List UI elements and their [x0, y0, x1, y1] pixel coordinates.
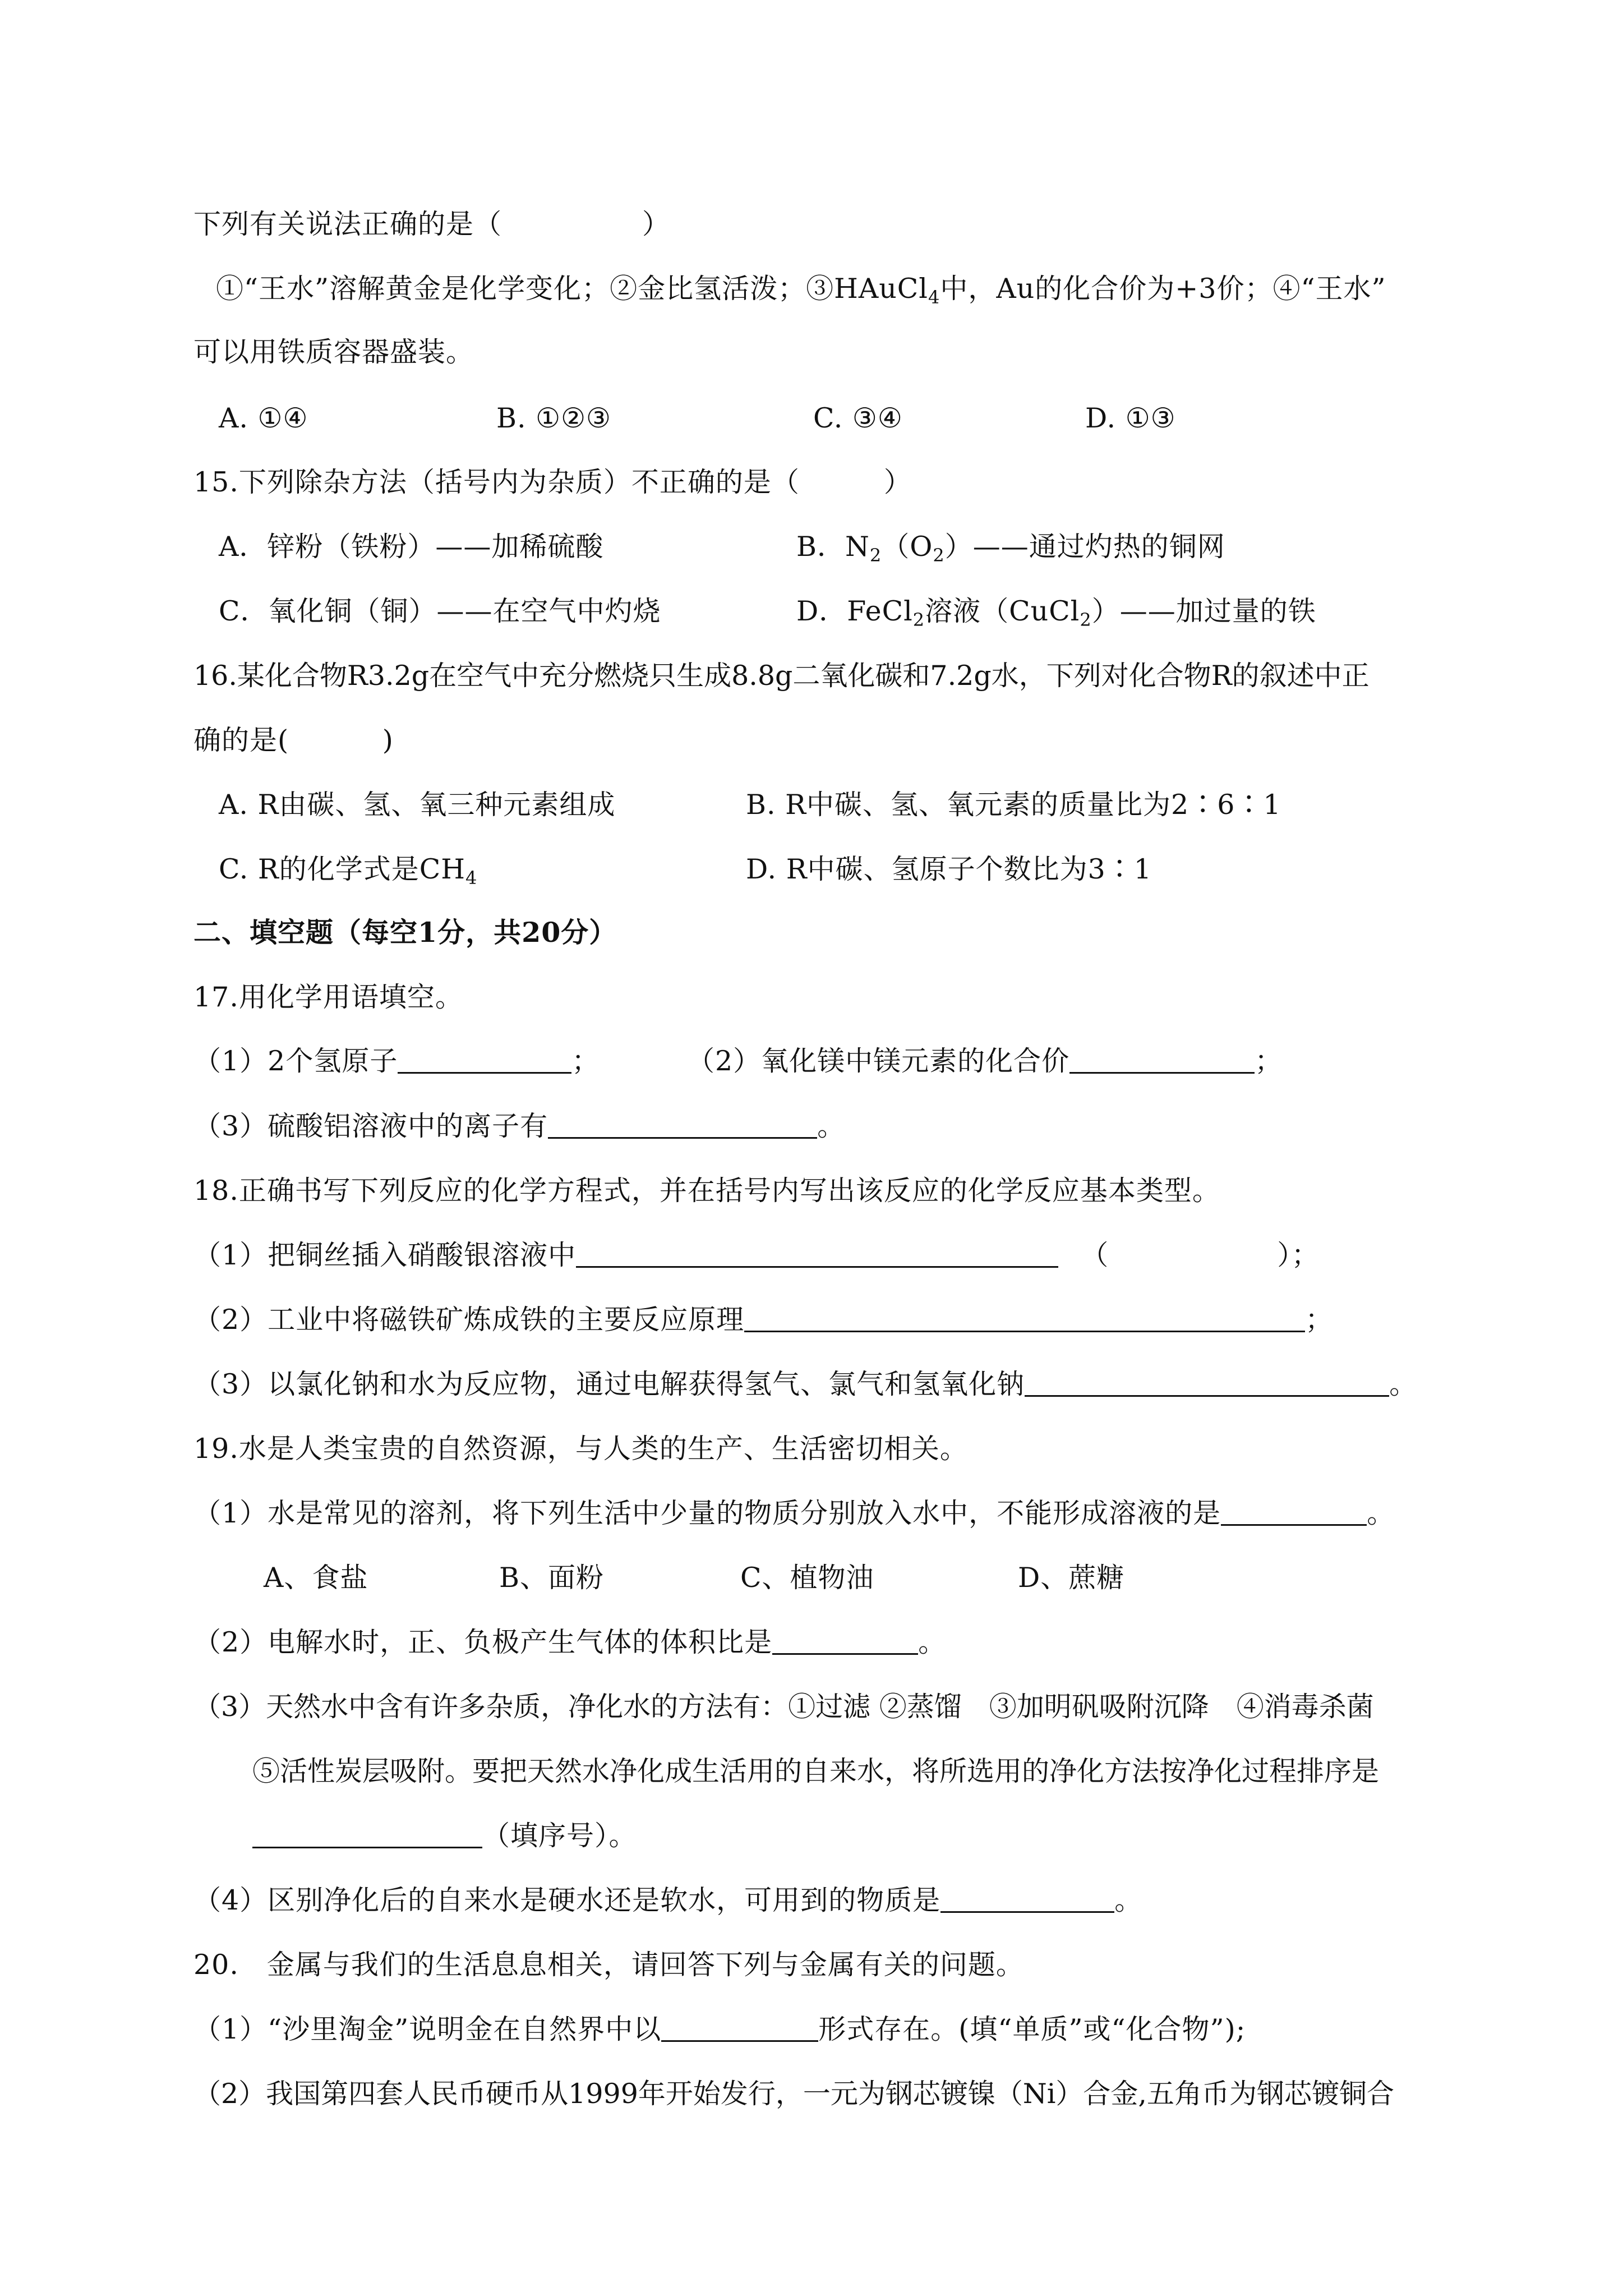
q20-part1: （1）“沙里淘金”说明金在自然界中以 形式存在。(填“单质”或“化合物”);	[193, 2013, 1246, 2045]
q16-stem-line2: 确的是( )	[193, 724, 394, 756]
section-title: 二、填空题（每空1分，共20分）	[193, 916, 617, 949]
q17-part1: （1）2个氢原子 ；	[193, 1045, 600, 1077]
q16-option-c: C. R的化学式是$CH_4$	[219, 853, 478, 889]
q18-part2: （2）工业中将磁铁矿炼成铁的主要反应原理 ；	[193, 1304, 1334, 1336]
answer-blank[interactable]	[252, 1822, 482, 1848]
q15-option-d: D．FeCl$_2$溶液（CuCl$_2$）——加过量的铁	[796, 595, 1316, 631]
q16-option-a: A. R由碳、氢、氧三种元素组成	[219, 789, 616, 821]
q18-part3: （3）以氯化钠和水为反应物，通过电解获得氢气、氯气和氢氧化钠 。	[193, 1368, 1418, 1400]
q19-option-b: B、面粉	[499, 1562, 605, 1594]
q19-part4: （4）区别净化后的自来水是硬水还是软水，可用到的物质是 。	[193, 1884, 1143, 1916]
q17-part2: （2）氧化镁中镁元素的化合价 ；	[687, 1045, 1283, 1077]
answer-blank[interactable]	[1069, 1047, 1255, 1074]
answer-blank[interactable]	[1025, 1370, 1389, 1397]
answer-blank[interactable]	[940, 1887, 1114, 1913]
q14-statements-line2: 可以用铁质容器盛装。	[193, 336, 474, 368]
q19-part3-line1: （3）天然水中含有许多杂质，净化水的方法有：①过滤 ②蒸馏 ③加明矾吸附沉降 ④消毒杀菌	[193, 1691, 1374, 1723]
answer-blank[interactable]	[744, 1306, 1305, 1332]
q19-part3-line2: ⑤活性炭层吸附。要把天然水净化成生活用的自来水，将所选用的净化方法按净化过程排序是	[252, 1755, 1380, 1787]
q14-stem: 下列有关说法正确的是（ ）	[193, 208, 671, 240]
q19-part3-line3: （填序号）。	[252, 1819, 637, 1853]
q18-stem: 18.正确书写下列反应的化学方程式，并在括号内写出该反应的化学反应基本类型。	[193, 1175, 1220, 1207]
q20-stem: 20. 金属与我们的生活息息相关，请回答下列与金属有关的问题。	[193, 1949, 1024, 1981]
answer-blank[interactable]	[772, 1628, 918, 1655]
q17-stem: 17.用化学用语填空。	[193, 981, 463, 1013]
q18-part1: （1）把铜丝插入硝酸银溶液中 （ ）；	[193, 1239, 1320, 1271]
q15-option-c: C．氧化铜（铜）——在空气中灼烧	[219, 595, 661, 627]
q15-stem: 15.下列除杂方法（括号内为杂质）不正确的是（ ）	[193, 466, 912, 498]
answer-blank[interactable]	[661, 2016, 818, 2042]
q19-option-d: D、蔗糖	[1018, 1562, 1125, 1594]
q19-part1: （1）水是常见的溶剂，将下列生活中少量的物质分别放入水中，不能形成溶液的是 。	[193, 1497, 1395, 1529]
q16-option-b: B. R中碳、氢、氧元素的质量比为2∶6∶1	[746, 789, 1281, 821]
q14-option-a: A. ①④	[219, 402, 308, 434]
q20-part2: （2）我国第四套人民币硬币从1999年开始发行，一元为钢芯镀镍（Ni）合金,五角币为钢芯镀铜合	[193, 2078, 1394, 2110]
q15-option-b: B．$N_2(O_2)——$通过灼热的铜网	[796, 531, 1225, 566]
q14-option-d: D. ①③	[1085, 402, 1176, 434]
answer-blank[interactable]	[1221, 1499, 1367, 1526]
answer-blank[interactable]	[398, 1047, 571, 1074]
q16-option-d: D. R中碳、氢原子个数比为3∶1	[746, 853, 1152, 885]
q19-option-a: A、食盐	[264, 1562, 368, 1594]
q19-part2: （2）电解水时，正、负极产生气体的体积比是 。	[193, 1626, 947, 1658]
answer-blank[interactable]	[576, 1241, 1058, 1268]
answer-blank[interactable]	[548, 1112, 817, 1139]
q19-option-c: C、植物油	[740, 1562, 874, 1594]
q14-statements-line1: ①“王水”溶解黄金是化学变化；②金比氢活泼；③HAuCl$_4$中，Au的化合价为+3价；④“王水”	[216, 273, 1386, 308]
q17-part3: （3）硫酸铝溶液中的离子有 。	[193, 1110, 846, 1142]
q14-option-b: B. ①②③	[496, 402, 611, 434]
q14-option-c: C. ③④	[813, 402, 903, 434]
q15-option-a: A．锌粉（铁粉）——加稀硫酸	[219, 531, 604, 563]
q19-stem: 19.水是人类宝贵的自然资源，与人类的生产、生活密切相关。	[193, 1433, 968, 1465]
q16-stem-line1: 16.某化合物R3.2g在空气中充分燃烧只生成8.8g二氧化碳和7.2g水，下列对化合物R的叙述中正	[193, 660, 1370, 692]
